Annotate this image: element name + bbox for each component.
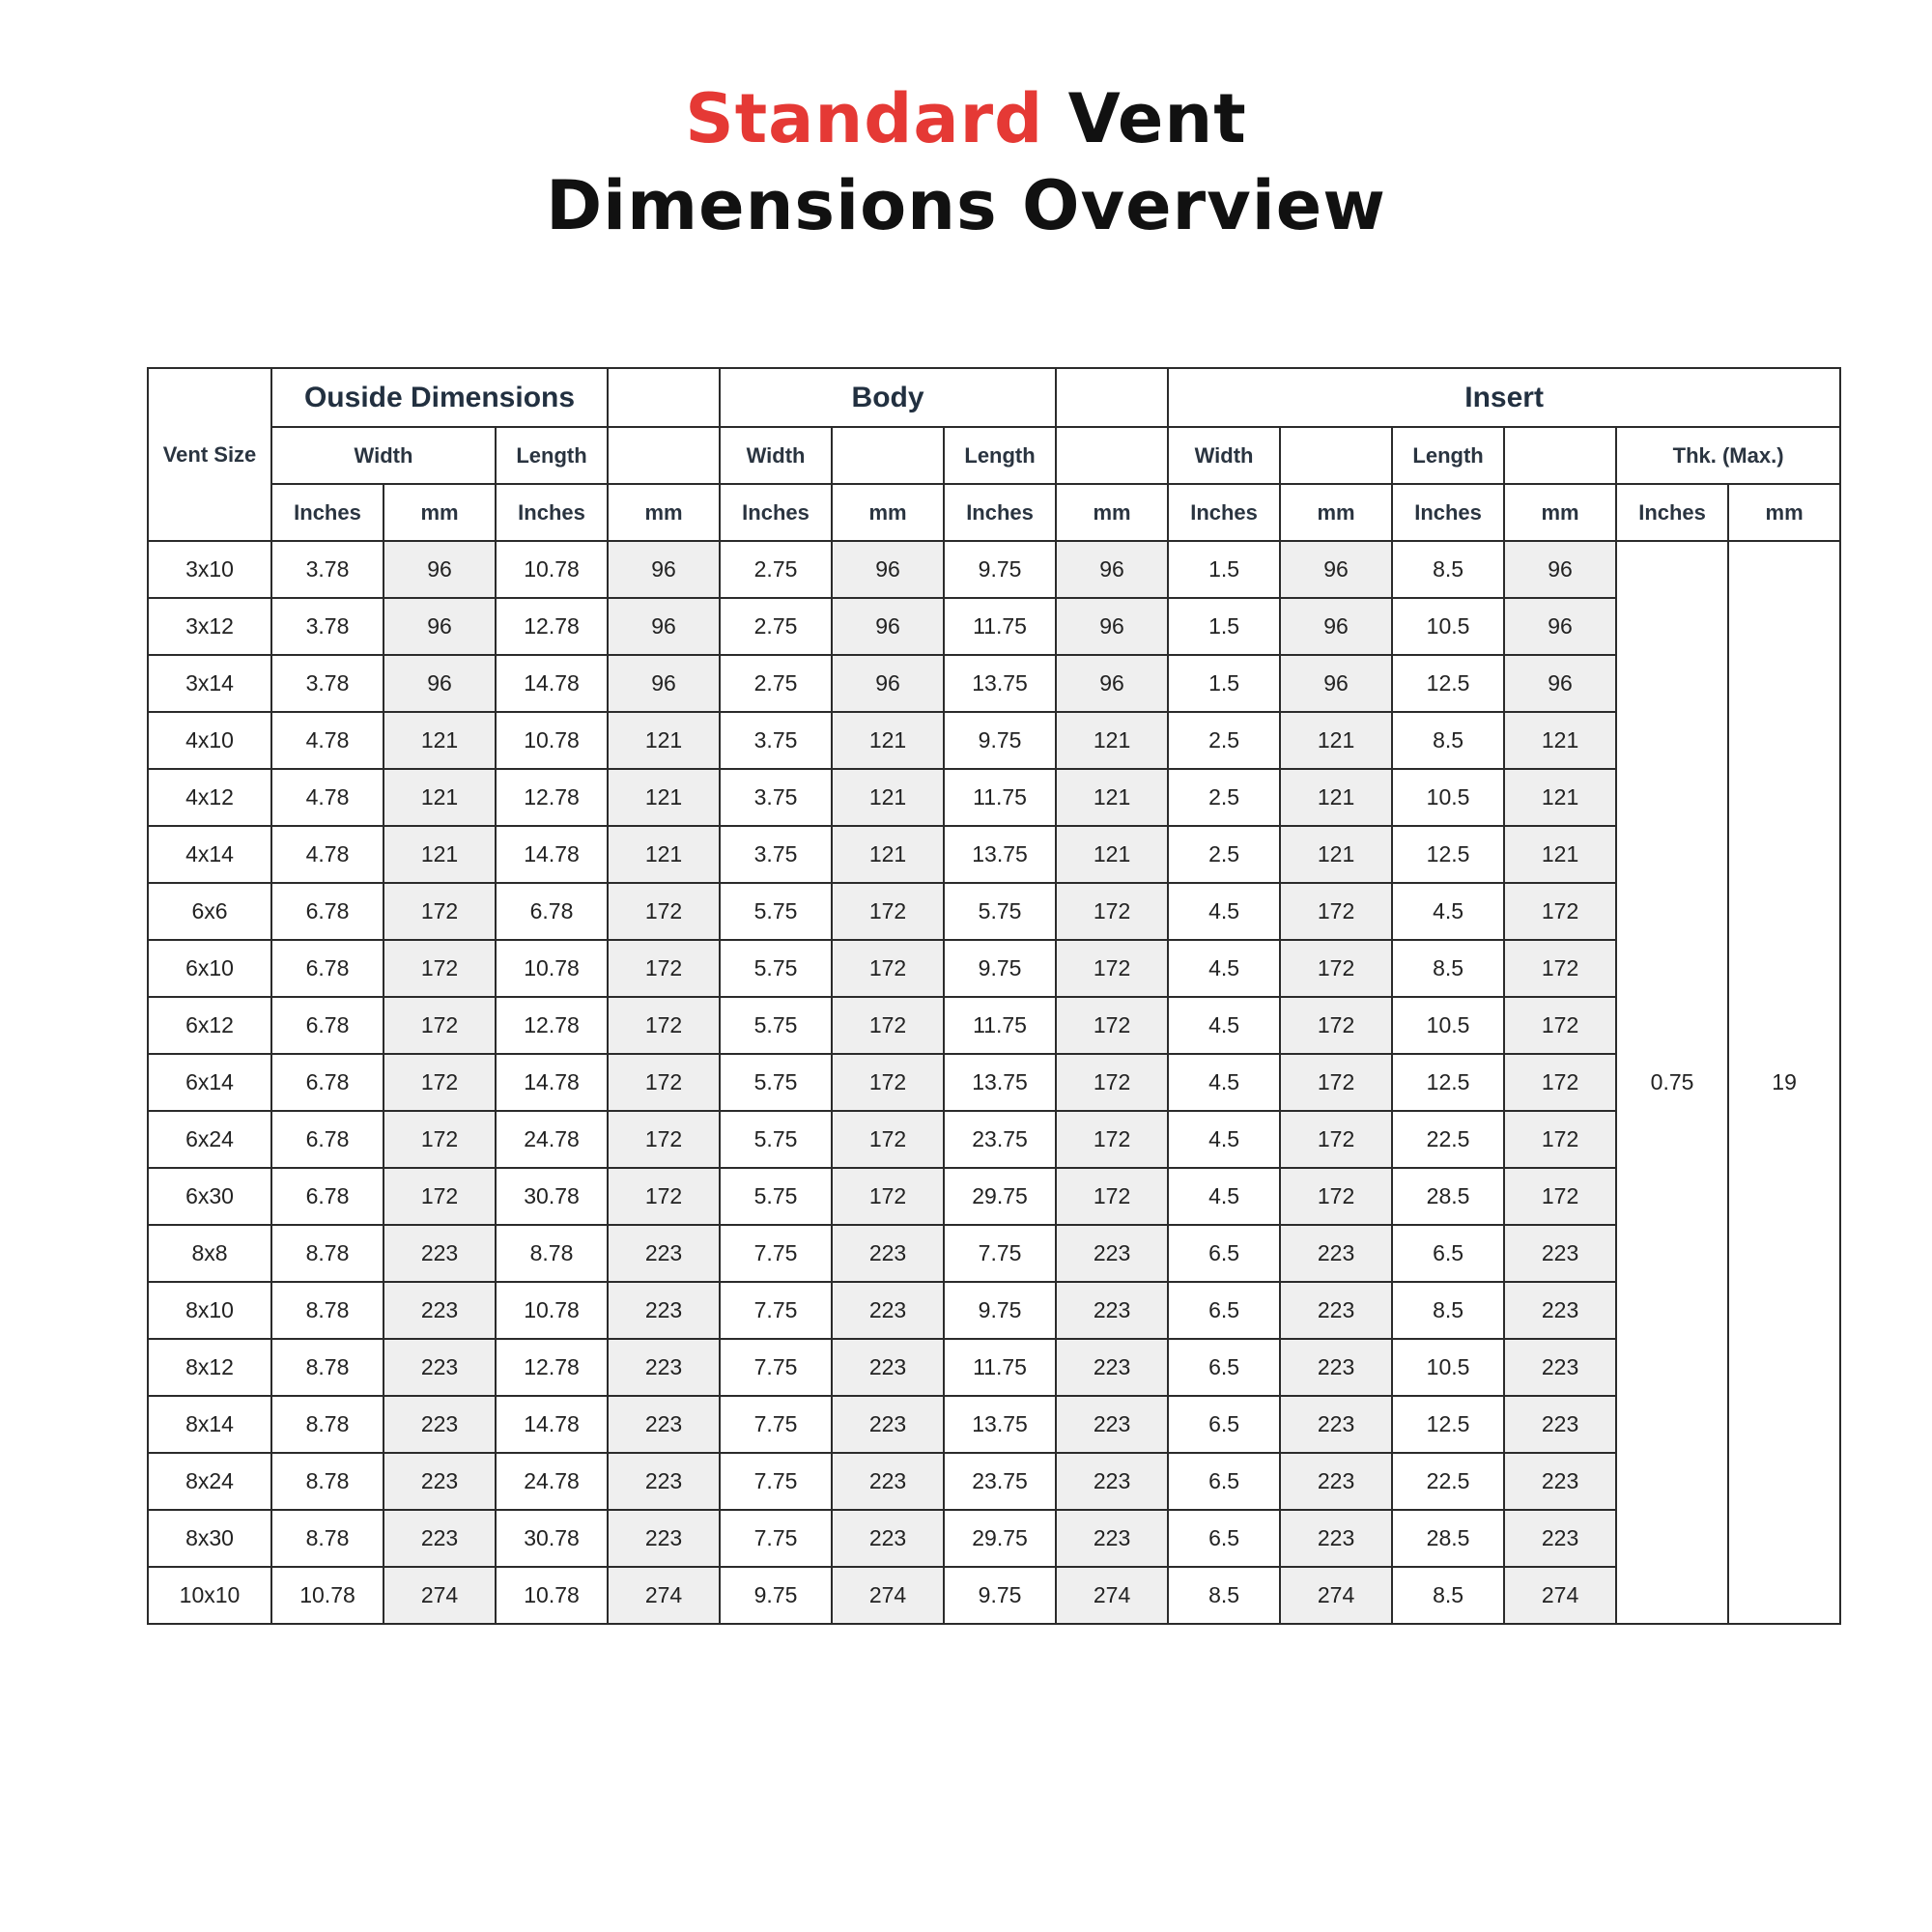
table-cell: 28.5	[1392, 1510, 1504, 1567]
table-cell: 12.5	[1392, 1396, 1504, 1453]
header-unit-inches: Inches	[720, 484, 832, 541]
vent-size-cell: 4x14	[148, 826, 271, 883]
table-cell: 7.75	[944, 1225, 1056, 1282]
table-cell: 223	[832, 1453, 944, 1510]
table-cell: 14.78	[496, 1396, 608, 1453]
table-cell: 2.75	[720, 598, 832, 655]
table-cell: 6.78	[271, 940, 384, 997]
table-cell: 6.5	[1168, 1339, 1280, 1396]
vent-size-cell: 3x14	[148, 655, 271, 712]
header-outside-length: Length	[496, 427, 608, 484]
header-unit-mm: mm	[1280, 484, 1392, 541]
table-cell: 5.75	[720, 1054, 832, 1111]
table-cell: 96	[832, 655, 944, 712]
table-cell: 96	[832, 598, 944, 655]
table-cell: 274	[832, 1567, 944, 1624]
table-cell: 7.75	[720, 1396, 832, 1453]
vent-size-cell: 3x12	[148, 598, 271, 655]
table-cell: 6.5	[1168, 1396, 1280, 1453]
page-title-line2: Dimensions Overview	[546, 166, 1386, 245]
table-cell: 8.78	[271, 1453, 384, 1510]
vent-size-cell: 6x24	[148, 1111, 271, 1168]
table-cell: 121	[1280, 712, 1392, 769]
table-cell: 4.5	[1168, 883, 1280, 940]
table-cell: 4.5	[1168, 1111, 1280, 1168]
table-cell: 121	[384, 826, 496, 883]
page-title-line1	[0, 79, 1932, 158]
table-cell: 13.75	[944, 655, 1056, 712]
table-cell: 12.78	[496, 997, 608, 1054]
table-cell: 223	[1504, 1282, 1616, 1339]
thickness-inches-cell: 0.75	[1616, 541, 1728, 1624]
table-cell: 223	[1056, 1510, 1168, 1567]
table-cell: 23.75	[944, 1453, 1056, 1510]
table-cell: 8.78	[271, 1510, 384, 1567]
table-cell: 6.78	[271, 883, 384, 940]
table-cell: 223	[1504, 1510, 1616, 1567]
table-cell: 4.5	[1392, 883, 1504, 940]
table-cell: 6.78	[496, 883, 608, 940]
header-unit-inches: Inches	[944, 484, 1056, 541]
header-group-body: Body	[720, 368, 1056, 427]
table-cell: 96	[384, 655, 496, 712]
table-cell: 11.75	[944, 1339, 1056, 1396]
table-cell: 121	[1056, 769, 1168, 826]
table-cell: 274	[384, 1567, 496, 1624]
header-empty-cell	[608, 368, 720, 427]
header-thickness: Thk. (Max.)	[1616, 427, 1840, 484]
table-cell: 172	[832, 883, 944, 940]
table-cell: 172	[1504, 997, 1616, 1054]
table-cell: 2.5	[1168, 712, 1280, 769]
table-cell: 7.75	[720, 1225, 832, 1282]
table-cell: 223	[1504, 1225, 1616, 1282]
table-cell: 96	[1504, 541, 1616, 598]
table-cell: 5.75	[720, 1111, 832, 1168]
table-cell: 8.78	[271, 1396, 384, 1453]
table-cell: 121	[832, 826, 944, 883]
table-cell: 4.5	[1168, 1168, 1280, 1225]
table-cell: 172	[384, 940, 496, 997]
table-cell: 6.5	[1392, 1225, 1504, 1282]
table-cell: 10.78	[496, 541, 608, 598]
table-cell: 11.75	[944, 769, 1056, 826]
table-cell: 4.5	[1168, 940, 1280, 997]
header-empty-cell	[608, 427, 720, 484]
table-cell: 96	[1280, 655, 1392, 712]
vent-size-cell: 8x30	[148, 1510, 271, 1567]
table-cell: 172	[1504, 1111, 1616, 1168]
vent-size-cell: 6x6	[148, 883, 271, 940]
title-rest: Vent	[1043, 79, 1247, 158]
table-cell: 223	[384, 1396, 496, 1453]
table-cell: 2.75	[720, 541, 832, 598]
table-cell: 172	[1280, 1168, 1392, 1225]
table-cell: 96	[1056, 598, 1168, 655]
table-cell: 11.75	[944, 598, 1056, 655]
header-unit-mm: mm	[832, 484, 944, 541]
header-unit-mm: mm	[1056, 484, 1168, 541]
table-cell: 8.5	[1392, 712, 1504, 769]
header-empty-cell	[1280, 427, 1392, 484]
table-cell: 6.5	[1168, 1225, 1280, 1282]
table-cell: 10.5	[1392, 997, 1504, 1054]
table-cell: 2.75	[720, 655, 832, 712]
dimensions-table-body	[148, 368, 1932, 1624]
table-cell: 274	[1056, 1567, 1168, 1624]
table-cell: 14.78	[496, 826, 608, 883]
table-cell: 23.75	[944, 1111, 1056, 1168]
table-cell: 5.75	[720, 1168, 832, 1225]
header-row-groups	[148, 368, 1932, 427]
table-cell: 172	[1056, 940, 1168, 997]
table-cell: 3.78	[271, 655, 384, 712]
table-cell: 10.78	[496, 1282, 608, 1339]
table-cell: 223	[832, 1510, 944, 1567]
table-cell: 223	[1504, 1453, 1616, 1510]
table-cell: 7.75	[720, 1282, 832, 1339]
table-cell: 4.78	[271, 826, 384, 883]
header-insert-width: Width	[1168, 427, 1280, 484]
table-cell: 223	[1504, 1339, 1616, 1396]
table-cell: 172	[1504, 883, 1616, 940]
table-cell: 223	[1280, 1396, 1392, 1453]
table-cell: 12.78	[496, 769, 608, 826]
vent-size-cell: 8x24	[148, 1453, 271, 1510]
table-cell: 12.78	[496, 598, 608, 655]
table-cell: 12.5	[1392, 655, 1504, 712]
table-cell: 121	[1056, 826, 1168, 883]
table-cell: 11.75	[944, 997, 1056, 1054]
table-cell: 3.78	[271, 598, 384, 655]
table-cell: 12.78	[496, 1339, 608, 1396]
table-cell: 223	[832, 1225, 944, 1282]
table-cell: 8.5	[1392, 1282, 1504, 1339]
table-cell: 223	[1504, 1396, 1616, 1453]
table-cell: 9.75	[944, 940, 1056, 997]
table-cell: 8.5	[1168, 1567, 1280, 1624]
table-cell: 1.5	[1168, 541, 1280, 598]
table-cell: 172	[1280, 883, 1392, 940]
table-cell: 121	[384, 769, 496, 826]
table-cell: 96	[608, 598, 720, 655]
dimensions-table	[147, 367, 1932, 1625]
header-unit-inches: Inches	[1616, 484, 1728, 541]
table-cell: 172	[1504, 940, 1616, 997]
header-unit-inches: Inches	[271, 484, 384, 541]
table-cell: 30.78	[496, 1168, 608, 1225]
vent-size-cell: 6x12	[148, 997, 271, 1054]
header-empty-cell	[1056, 427, 1168, 484]
table-cell: 172	[1056, 883, 1168, 940]
table-cell: 10.5	[1392, 1339, 1504, 1396]
table-cell: 172	[832, 1054, 944, 1111]
table-cell: 6.78	[271, 997, 384, 1054]
table-cell: 223	[608, 1453, 720, 1510]
table-cell: 172	[384, 1111, 496, 1168]
table-cell: 6.5	[1168, 1510, 1280, 1567]
table-cell: 9.75	[944, 1282, 1056, 1339]
table-cell: 22.5	[1392, 1453, 1504, 1510]
table-cell: 2.5	[1168, 826, 1280, 883]
table-cell: 24.78	[496, 1111, 608, 1168]
table-cell: 274	[608, 1567, 720, 1624]
header-insert-length: Length	[1392, 427, 1504, 484]
table-cell: 223	[1056, 1453, 1168, 1510]
table-cell: 29.75	[944, 1168, 1056, 1225]
table-cell: 223	[1280, 1453, 1392, 1510]
table-cell: 4.5	[1168, 1054, 1280, 1111]
table-cell: 9.75	[944, 712, 1056, 769]
table-cell: 223	[608, 1510, 720, 1567]
table-cell: 4.78	[271, 712, 384, 769]
table-cell: 172	[384, 883, 496, 940]
table-cell: 172	[1280, 940, 1392, 997]
table-cell: 12.5	[1392, 826, 1504, 883]
table-cell: 28.5	[1392, 1168, 1504, 1225]
table-cell: 223	[608, 1282, 720, 1339]
table-cell: 172	[384, 997, 496, 1054]
table-cell: 121	[608, 712, 720, 769]
header-unit-inches: Inches	[1168, 484, 1280, 541]
table-cell: 3.75	[720, 826, 832, 883]
table-cell: 13.75	[944, 826, 1056, 883]
header-unit-inches: Inches	[496, 484, 608, 541]
table-cell: 223	[1056, 1282, 1168, 1339]
table-cell: 172	[832, 940, 944, 997]
table-cell: 121	[608, 826, 720, 883]
table-cell: 172	[608, 940, 720, 997]
header-outside-width: Width	[271, 427, 496, 484]
header-empty-cell	[1056, 368, 1168, 427]
table-cell: 8.78	[271, 1282, 384, 1339]
table-cell: 223	[608, 1225, 720, 1282]
table-cell: 223	[1056, 1396, 1168, 1453]
header-group-insert: Insert	[1168, 368, 1840, 427]
table-cell: 14.78	[496, 655, 608, 712]
vent-size-cell: 3x10	[148, 541, 271, 598]
table-cell: 30.78	[496, 1510, 608, 1567]
table-cell: 96	[384, 598, 496, 655]
table-cell: 172	[1056, 1168, 1168, 1225]
table-cell: 223	[384, 1282, 496, 1339]
table-cell: 1.5	[1168, 655, 1280, 712]
table-cell: 96	[1056, 541, 1168, 598]
table-cell: 172	[1056, 997, 1168, 1054]
table-cell: 10.5	[1392, 769, 1504, 826]
table-cell: 223	[832, 1396, 944, 1453]
table-cell: 3.75	[720, 712, 832, 769]
table-cell: 96	[384, 541, 496, 598]
table-cell: 172	[1056, 1111, 1168, 1168]
table-cell: 8.5	[1392, 940, 1504, 997]
table-cell: 22.5	[1392, 1111, 1504, 1168]
header-body-length: Length	[944, 427, 1056, 484]
vent-size-cell: 8x8	[148, 1225, 271, 1282]
table-cell: 8.78	[271, 1225, 384, 1282]
table-cell: 223	[1280, 1339, 1392, 1396]
table-cell: 172	[832, 1111, 944, 1168]
table-cell: 121	[1056, 712, 1168, 769]
header-unit-mm: mm	[1728, 484, 1840, 541]
thickness-mm-cell: 19	[1728, 541, 1840, 1624]
table-cell: 5.75	[720, 997, 832, 1054]
table-row	[148, 541, 1932, 598]
table-cell: 3.75	[720, 769, 832, 826]
table-cell: 223	[1280, 1510, 1392, 1567]
table-cell: 4.78	[271, 769, 384, 826]
table-cell: 6.78	[271, 1168, 384, 1225]
table-cell: 96	[1056, 655, 1168, 712]
title-accent-word: Standard	[685, 79, 1044, 158]
table-cell: 6.5	[1168, 1282, 1280, 1339]
table-cell: 223	[384, 1339, 496, 1396]
table-cell: 121	[384, 712, 496, 769]
table-cell: 13.75	[944, 1396, 1056, 1453]
table-cell: 7.75	[720, 1453, 832, 1510]
table-cell: 223	[384, 1453, 496, 1510]
table-cell: 9.75	[944, 1567, 1056, 1624]
table-cell: 5.75	[944, 883, 1056, 940]
header-group-outside: Ouside Dimensions	[271, 368, 608, 427]
table-cell: 8.78	[271, 1339, 384, 1396]
table-cell: 96	[1504, 598, 1616, 655]
table-cell: 96	[608, 655, 720, 712]
table-cell: 172	[1504, 1168, 1616, 1225]
vent-size-cell: 4x12	[148, 769, 271, 826]
table-cell: 121	[608, 769, 720, 826]
table-cell: 121	[1504, 769, 1616, 826]
table-cell: 8.78	[496, 1225, 608, 1282]
header-unit-mm: mm	[384, 484, 496, 541]
header-row-dimensions	[148, 427, 1932, 484]
table-cell: 10.78	[496, 1567, 608, 1624]
table-cell: 3.78	[271, 541, 384, 598]
vent-size-cell: 6x10	[148, 940, 271, 997]
table-cell: 172	[608, 1111, 720, 1168]
table-cell: 121	[1504, 712, 1616, 769]
table-cell: 10.5	[1392, 598, 1504, 655]
table-cell: 96	[1280, 598, 1392, 655]
table-cell: 121	[1280, 769, 1392, 826]
vent-size-cell: 6x14	[148, 1054, 271, 1111]
table-cell: 223	[1280, 1225, 1392, 1282]
header-empty-cell	[832, 427, 944, 484]
header-unit-inches: Inches	[1392, 484, 1504, 541]
table-cell: 172	[384, 1054, 496, 1111]
header-unit-mm: mm	[1504, 484, 1616, 541]
table-cell: 172	[608, 883, 720, 940]
vent-size-cell: 8x10	[148, 1282, 271, 1339]
table-cell: 223	[384, 1510, 496, 1567]
table-cell: 172	[832, 1168, 944, 1225]
table-cell: 223	[384, 1225, 496, 1282]
table-cell: 10.78	[271, 1567, 384, 1624]
table-cell: 96	[1280, 541, 1392, 598]
table-cell: 223	[1056, 1339, 1168, 1396]
table-cell: 8.5	[1392, 1567, 1504, 1624]
table-cell: 223	[1056, 1225, 1168, 1282]
header-empty-cell	[1504, 427, 1616, 484]
table-cell: 274	[1280, 1567, 1392, 1624]
vent-size-cell: 6x30	[148, 1168, 271, 1225]
header-row-units	[148, 484, 1932, 541]
table-cell: 172	[608, 1054, 720, 1111]
table-cell: 13.75	[944, 1054, 1056, 1111]
table-cell: 9.75	[720, 1567, 832, 1624]
table-cell: 223	[608, 1396, 720, 1453]
table-cell: 172	[608, 997, 720, 1054]
table-cell: 121	[832, 769, 944, 826]
table-cell: 172	[384, 1168, 496, 1225]
table-cell: 223	[832, 1339, 944, 1396]
table-cell: 4.5	[1168, 997, 1280, 1054]
table-cell: 29.75	[944, 1510, 1056, 1567]
header-body-width: Width	[720, 427, 832, 484]
vent-size-cell: 4x10	[148, 712, 271, 769]
table-cell: 96	[1504, 655, 1616, 712]
table-cell: 172	[1280, 1111, 1392, 1168]
table-cell: 6.78	[271, 1111, 384, 1168]
table-cell: 121	[832, 712, 944, 769]
table-cell: 121	[1280, 826, 1392, 883]
table-cell: 172	[1280, 1054, 1392, 1111]
table-cell: 121	[1504, 826, 1616, 883]
table-cell: 96	[608, 541, 720, 598]
table-cell: 7.75	[720, 1339, 832, 1396]
header-vent-size: Vent Size	[148, 368, 271, 541]
table-cell: 24.78	[496, 1453, 608, 1510]
vent-size-cell: 10x10	[148, 1567, 271, 1624]
table-cell: 9.75	[944, 541, 1056, 598]
table-cell: 223	[832, 1282, 944, 1339]
table-cell: 172	[608, 1168, 720, 1225]
table-cell: 10.78	[496, 940, 608, 997]
table-cell: 223	[608, 1339, 720, 1396]
table-cell: 7.75	[720, 1510, 832, 1567]
table-cell: 5.75	[720, 940, 832, 997]
table-cell: 8.5	[1392, 541, 1504, 598]
table-cell: 172	[1280, 997, 1392, 1054]
table-cell: 12.5	[1392, 1054, 1504, 1111]
table-cell: 172	[832, 997, 944, 1054]
table-cell: 2.5	[1168, 769, 1280, 826]
table-cell: 6.78	[271, 1054, 384, 1111]
table-cell: 1.5	[1168, 598, 1280, 655]
table-cell: 10.78	[496, 712, 608, 769]
table-cell: 274	[1504, 1567, 1616, 1624]
vent-size-cell: 8x12	[148, 1339, 271, 1396]
table-cell: 172	[1504, 1054, 1616, 1111]
table-cell: 5.75	[720, 883, 832, 940]
table-cell: 223	[1280, 1282, 1392, 1339]
table-cell: 96	[832, 541, 944, 598]
table-cell: 6.5	[1168, 1453, 1280, 1510]
table-cell: 14.78	[496, 1054, 608, 1111]
table-cell: 172	[1056, 1054, 1168, 1111]
header-unit-mm: mm	[608, 484, 720, 541]
vent-size-cell: 8x14	[148, 1396, 271, 1453]
